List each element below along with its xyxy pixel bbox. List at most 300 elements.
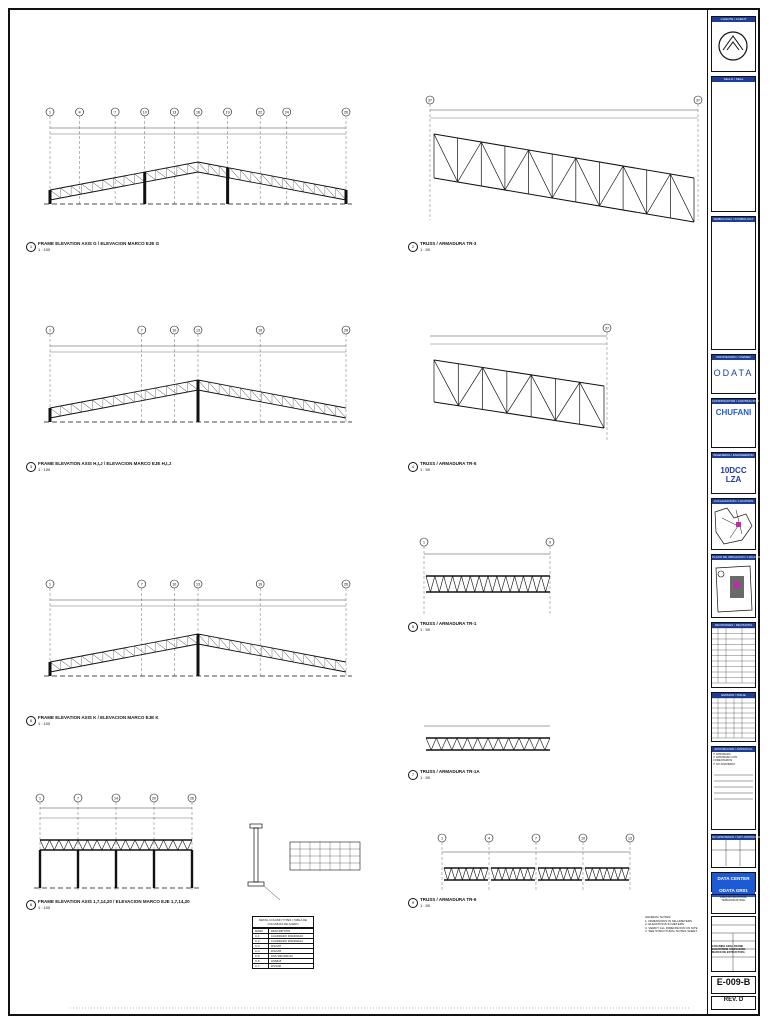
drawing-area bbox=[10, 10, 704, 1014]
truss-diagonal bbox=[45, 840, 50, 850]
truss-diagonal bbox=[479, 576, 483, 592]
truss-diagonal bbox=[545, 738, 550, 750]
truss-diagonal bbox=[466, 868, 470, 880]
web-member bbox=[92, 400, 103, 408]
truss-diagonal bbox=[524, 738, 529, 750]
project-sub-section bbox=[711, 894, 756, 914]
grid-bubble-label: 7 bbox=[140, 328, 143, 333]
web-member bbox=[177, 384, 188, 392]
truss-diagonal bbox=[477, 868, 481, 880]
grid-bubble-label: 1 bbox=[423, 540, 425, 545]
approval-item-comments[interactable]: ☐ APROBADO CON COMENTARIOS bbox=[713, 756, 738, 763]
truss-diagonal bbox=[145, 840, 150, 850]
location-header: LOCALIZACION / LOCATION bbox=[713, 499, 754, 503]
truss-diagonal bbox=[537, 576, 541, 592]
truss-diagonal bbox=[540, 738, 545, 750]
revisions-section bbox=[711, 622, 756, 688]
truss-diagonal bbox=[135, 840, 140, 850]
truss-diagonal bbox=[549, 868, 553, 880]
steel-column bbox=[197, 380, 200, 422]
client-logo-icon bbox=[712, 22, 755, 70]
truss-diagonal bbox=[483, 367, 507, 413]
seal-header: SELLO / SEAL bbox=[712, 77, 755, 82]
truss-diagonal bbox=[580, 382, 604, 428]
truss-diagonal bbox=[183, 840, 188, 850]
truss-diagonal bbox=[589, 868, 593, 880]
drawing-title-5: TRUSS / ARMADURA TR-1 bbox=[420, 621, 477, 626]
project-subtitle: PARQUE INDUSTRIAL TERRAINDUSTRIAL bbox=[720, 896, 747, 903]
symbology-section bbox=[711, 216, 756, 350]
truss-diagonal bbox=[538, 868, 542, 880]
web-member bbox=[145, 172, 156, 180]
web-member bbox=[82, 184, 93, 192]
truss-diagonal bbox=[484, 868, 488, 880]
location-plan-icon bbox=[712, 560, 755, 616]
truss-diagonal bbox=[553, 868, 557, 880]
truss-diagonal bbox=[444, 576, 448, 592]
web-member bbox=[103, 398, 114, 406]
truss-diagonal bbox=[552, 158, 576, 198]
web-member bbox=[71, 658, 82, 666]
approval-section bbox=[711, 746, 756, 830]
steel-column bbox=[77, 850, 79, 888]
web-member bbox=[187, 636, 198, 644]
contractor-header: CONSTRUCTOR / CONTRACTOR bbox=[712, 399, 759, 403]
grid-bubble-label: 10 bbox=[172, 582, 177, 587]
client-header: CLIENTE / CLIENT bbox=[712, 17, 755, 22]
truss-diagonal bbox=[435, 576, 439, 592]
web-member bbox=[92, 654, 103, 662]
steel-column bbox=[115, 850, 117, 888]
drawing-number-6: 6 bbox=[26, 716, 36, 726]
truss-diagonal bbox=[475, 576, 479, 592]
truss-diagonal bbox=[447, 738, 452, 750]
truss-diagonal bbox=[448, 576, 452, 592]
grid-bubble-label: 10 bbox=[142, 110, 147, 115]
grid-bubble-label: 13 bbox=[196, 328, 200, 333]
truss-diagonal bbox=[497, 576, 501, 592]
truss-diagonal bbox=[111, 840, 116, 850]
issue-section bbox=[711, 692, 756, 742]
truss-diagonal bbox=[515, 576, 519, 592]
web-member bbox=[113, 650, 124, 658]
seal-section bbox=[711, 76, 756, 212]
truss-diagonal bbox=[592, 868, 596, 880]
grid-bubble-label: 4 bbox=[488, 836, 490, 841]
steel-column bbox=[191, 850, 193, 888]
column-types-title: DETAIL COLUMN TYPES / TABLA DE COLUMNAS DE ACERO bbox=[252, 916, 314, 928]
project-name: DATA CENTER ODATA GR01 bbox=[712, 873, 755, 897]
approval-item-approved[interactable]: ☐ APROBADO bbox=[713, 753, 731, 756]
column-web bbox=[254, 828, 258, 882]
truss-diagonal bbox=[560, 868, 564, 880]
column-type-cell: W14x90 bbox=[268, 964, 313, 969]
truss-diagonal bbox=[40, 840, 45, 850]
column-type-cell: C-1 bbox=[253, 934, 269, 939]
truss-diagonal bbox=[555, 382, 579, 420]
truss-diagonal bbox=[467, 738, 472, 750]
web-member bbox=[71, 404, 82, 412]
not-approved-table bbox=[712, 840, 755, 866]
grid-bubble-label: 1 bbox=[39, 796, 41, 801]
approval-item-not-approved[interactable]: ☐ NO APROBADO bbox=[713, 762, 736, 766]
truss-diagonal bbox=[173, 840, 178, 850]
grid-bubble-label: 37 bbox=[696, 98, 700, 103]
truss-diagonal bbox=[164, 840, 169, 850]
truss-diagonal bbox=[519, 738, 524, 750]
truss-diagonal bbox=[528, 868, 532, 880]
truss-diagonal bbox=[505, 150, 529, 190]
location-map-icon bbox=[712, 504, 755, 548]
truss-diagonal bbox=[546, 576, 550, 592]
top-chord bbox=[434, 360, 604, 386]
truss-diagonal bbox=[69, 840, 74, 850]
contractor-section bbox=[711, 398, 759, 448]
column-type-row bbox=[253, 964, 314, 969]
drawing-canvas bbox=[10, 10, 704, 1014]
web-member bbox=[61, 406, 72, 414]
grid-bubble-label: 13 bbox=[628, 836, 632, 841]
sheet-title: COLUMNA GRAL FRAME ELEVATIONS / ELEVACION MARCO DE ESTRUCTURA bbox=[712, 945, 746, 955]
grid-bubble-label: 26 bbox=[344, 582, 348, 587]
grid-bubble-label: 9 bbox=[549, 540, 551, 545]
truss-diagonal bbox=[54, 840, 59, 850]
truss-diagonal bbox=[431, 738, 436, 750]
truss-diagonal bbox=[599, 166, 623, 206]
bottom-chord bbox=[434, 402, 604, 428]
revisions-table bbox=[712, 628, 755, 686]
sheet-number-section bbox=[711, 976, 756, 994]
steel-column bbox=[153, 850, 155, 888]
grid-bubble-label: 22 bbox=[258, 110, 263, 115]
truss-diagonal bbox=[462, 868, 466, 880]
grid-bubble-label: 7 bbox=[77, 796, 79, 801]
truss-diagonal bbox=[514, 738, 519, 750]
truss-diagonal bbox=[444, 868, 448, 880]
drawing-scale-1: 1 : 100 bbox=[38, 247, 51, 252]
truss-diagonal bbox=[506, 868, 510, 880]
grid-bubble-label: 1 bbox=[441, 836, 443, 841]
truss-diagonal bbox=[622, 868, 626, 880]
drawing-title-6: FRAME ELEVATION AXIS K / ELEVACION MARCO EJE K bbox=[38, 715, 159, 720]
revision-label: REV. D bbox=[723, 997, 744, 1003]
truss-diagonal bbox=[509, 738, 514, 750]
truss-diagonal bbox=[647, 174, 671, 214]
drawing-scale-8: 1 : 100 bbox=[38, 905, 51, 910]
web-member bbox=[187, 164, 198, 172]
truss-diagonal bbox=[448, 868, 452, 880]
owner-header: PROPIETARIO / OWNER bbox=[712, 355, 755, 360]
truss-diagonal bbox=[506, 576, 510, 592]
truss-diagonal bbox=[493, 738, 498, 750]
steel-column bbox=[49, 408, 52, 422]
title-block bbox=[707, 10, 771, 1014]
truss-diagonal bbox=[159, 840, 164, 850]
grid-bubble-label: 26 bbox=[190, 796, 194, 801]
truss-diagonal bbox=[495, 868, 499, 880]
base-plate bbox=[248, 882, 264, 886]
truss-diagonal bbox=[517, 868, 521, 880]
truss-diagonal bbox=[470, 576, 474, 592]
grid-bubble-label: 20 bbox=[152, 796, 156, 801]
leader-line bbox=[264, 886, 280, 900]
web-member bbox=[166, 168, 177, 176]
truss-diagonal bbox=[453, 576, 457, 592]
web-member bbox=[50, 190, 61, 198]
truss-diagonal bbox=[426, 576, 430, 592]
truss-diagonal bbox=[473, 738, 478, 750]
truss-diagonal bbox=[130, 840, 135, 850]
drawing-title-4: TRUSS / ARMADURA TR-5 bbox=[420, 461, 477, 466]
truss-diagonal bbox=[187, 840, 192, 850]
drawing-scale-6: 1 : 100 bbox=[38, 721, 51, 726]
truss-diagonal bbox=[611, 868, 615, 880]
column-type-cell: CUADRADO 300x300x10 bbox=[268, 934, 313, 939]
drawing-scale-4: 1 : 50 bbox=[420, 467, 431, 472]
column-type-cell: CUADRADO 300x300x12 bbox=[268, 939, 313, 944]
grid-bubble-label: 24 bbox=[284, 110, 289, 115]
truss-diagonal bbox=[510, 576, 514, 592]
grid-bubble-label: 7 bbox=[140, 582, 143, 587]
truss-diagonal bbox=[585, 868, 589, 880]
truss-diagonal bbox=[140, 840, 145, 850]
truss-diagonal bbox=[488, 576, 492, 592]
web-member bbox=[187, 382, 198, 390]
truss-diagonal bbox=[625, 868, 629, 880]
truss-diagonal bbox=[532, 576, 536, 592]
column-type-cell: C-7 bbox=[253, 964, 269, 969]
truss-diagonal bbox=[576, 158, 600, 206]
truss-diagonal bbox=[483, 738, 488, 750]
truss-diagonal bbox=[88, 840, 93, 850]
drawing-number-8: 8 bbox=[26, 900, 36, 910]
project-section bbox=[711, 872, 756, 892]
truss-diagonal bbox=[531, 868, 535, 880]
not-approved-section bbox=[711, 834, 761, 868]
drawing-title-1: FRAME ELEVATION AXIS G / ELEVACION MARCO EJE G bbox=[38, 241, 160, 246]
drawing-title-3: FRAME ELEVATION AXIS H,I,J / ELEVACION MARCO EJE H,I,J bbox=[38, 461, 172, 466]
column-types-table bbox=[252, 916, 314, 969]
web-member bbox=[50, 662, 61, 670]
web-member bbox=[71, 186, 82, 194]
truss-diagonal bbox=[504, 738, 509, 750]
grid-bubble-label: 16 bbox=[196, 110, 200, 115]
truss-diagonal bbox=[83, 840, 88, 850]
truss-diagonal bbox=[149, 840, 154, 850]
grid-bubble-label: 19 bbox=[225, 110, 230, 115]
web-member bbox=[82, 402, 93, 410]
column-type-cell: MARK bbox=[253, 929, 269, 934]
grid-bubble-label: 13 bbox=[172, 110, 177, 115]
column-types-grid bbox=[252, 928, 314, 969]
truss-diagonal bbox=[466, 576, 470, 592]
drawing-title-2: TRUSS / ARMADURA TR-3 bbox=[420, 241, 477, 246]
web-member bbox=[92, 182, 103, 190]
web-member bbox=[177, 166, 188, 174]
web-member bbox=[145, 390, 156, 398]
web-member bbox=[113, 396, 124, 404]
grid-bubble-label: 19 bbox=[258, 328, 263, 333]
web-member bbox=[124, 648, 135, 656]
drawing-number-2: 2 bbox=[408, 242, 418, 252]
truss-diagonal bbox=[513, 868, 517, 880]
truss-diagonal bbox=[451, 868, 455, 880]
web-member bbox=[166, 386, 177, 394]
truss-diagonal bbox=[102, 840, 107, 850]
truss-diagonal bbox=[670, 174, 694, 222]
truss-diagonal bbox=[78, 840, 83, 850]
truss-diagonal bbox=[178, 840, 183, 850]
drawing-number-9: 9 bbox=[408, 898, 418, 908]
grid-bubble-label: 1 bbox=[49, 110, 51, 115]
web-member bbox=[124, 176, 135, 184]
web-member bbox=[145, 644, 156, 652]
drawing-scale-3: 1 : 100 bbox=[38, 467, 51, 472]
not-approved-header: NO APROBADO / NOT APPROVED bbox=[712, 835, 761, 839]
steel-column bbox=[49, 190, 52, 204]
grid-bubble-label: 1 bbox=[49, 582, 51, 587]
truss-diagonal bbox=[461, 576, 465, 592]
truss-diagonal bbox=[50, 840, 55, 850]
column-type-cell: C-2 bbox=[253, 939, 269, 944]
truss-diagonal bbox=[623, 166, 647, 214]
truss-diagonal bbox=[59, 840, 64, 850]
owner-section bbox=[711, 354, 756, 394]
truss-diagonal bbox=[545, 868, 549, 880]
approval-list bbox=[712, 752, 755, 767]
truss-diagonal bbox=[473, 868, 477, 880]
engineering-header: INGENIERIA / ENGINEERING bbox=[713, 453, 754, 457]
truss-diagonal bbox=[488, 738, 493, 750]
drawing-scale-9: 1 : 50 bbox=[420, 903, 431, 908]
issue-table bbox=[712, 698, 755, 740]
sheet-number: E-009-B bbox=[716, 977, 751, 987]
truss-diagonal bbox=[430, 576, 434, 592]
truss-diagonal bbox=[154, 840, 159, 850]
truss-diagonal bbox=[596, 868, 600, 880]
web-member bbox=[166, 640, 177, 648]
steel-column bbox=[49, 662, 52, 676]
truss-diagonal bbox=[458, 142, 482, 182]
drawing-scale-7: 1 : 50 bbox=[420, 775, 431, 780]
web-member bbox=[156, 388, 167, 396]
truss-diagonal bbox=[97, 840, 102, 850]
truss-diagonal bbox=[73, 840, 78, 850]
drawing-number-4: 4 bbox=[408, 462, 418, 472]
symbology-header: SIMBOLOGIA / SYMBOLOGY bbox=[713, 217, 754, 221]
truss-diagonal bbox=[434, 134, 458, 182]
truss-diagonal bbox=[571, 868, 575, 880]
truss-diagonal bbox=[603, 868, 607, 880]
truss-diagonal bbox=[64, 840, 69, 850]
grid-bubble-label: 26 bbox=[344, 328, 348, 333]
engineering-section bbox=[711, 452, 756, 494]
truss-diagonal bbox=[618, 868, 622, 880]
web-member bbox=[103, 180, 114, 188]
column-type-cell: HSS 300x300x10 bbox=[268, 954, 313, 959]
owner-logo: ODATA bbox=[713, 368, 754, 378]
truss-diagonal bbox=[452, 738, 457, 750]
drawing-number-1: 1 bbox=[26, 242, 36, 252]
truss-diagonal bbox=[458, 367, 482, 405]
truss-diagonal bbox=[92, 840, 97, 850]
grid-bubble-label: 26 bbox=[344, 110, 348, 115]
truss-diagonal bbox=[462, 738, 467, 750]
truss-diagonal bbox=[442, 738, 447, 750]
web-member bbox=[124, 394, 135, 402]
drawing-title-8: FRAME ELEVATION AXIS 1,7,14,20 / ELEVACION MARCO EJE 1,7,14,20 bbox=[38, 899, 190, 904]
web-member bbox=[135, 646, 146, 654]
truss-diagonal bbox=[502, 868, 506, 880]
truss-diagonal bbox=[519, 576, 523, 592]
truss-diagonal bbox=[529, 150, 553, 198]
truss-diagonal bbox=[481, 142, 505, 190]
steel-column bbox=[226, 168, 229, 204]
column-type-cell: C-5 bbox=[253, 954, 269, 959]
grid-bubble-label: 14 bbox=[114, 796, 118, 801]
general-notes: GENERAL NOTES: 1. DIMENSIONS IN MILLIMETERS 2. ELEVATIONS IN METERS 3. VERIFY ALL DIMENSIONS ON SITE 4. SEE STRUCTURAL NOTES SHEET bbox=[645, 915, 698, 934]
truss-diagonal bbox=[457, 738, 462, 750]
truss-diagonal bbox=[478, 738, 483, 750]
truss-diagonal bbox=[507, 375, 531, 413]
truss-diagonal bbox=[481, 868, 485, 880]
truss-diagonal bbox=[556, 868, 560, 880]
truss-diagonal bbox=[567, 868, 571, 880]
truss-diagonal bbox=[524, 868, 528, 880]
truss-diagonal bbox=[607, 868, 611, 880]
drawing-title-7: TRUSS / ARMADURA TR-1A bbox=[420, 769, 480, 774]
truss-diagonal bbox=[491, 868, 495, 880]
approval-lines bbox=[712, 767, 755, 811]
truss-diagonal bbox=[434, 360, 458, 406]
truss-diagonal bbox=[439, 576, 443, 592]
column-flange bbox=[250, 824, 262, 828]
truss-diagonal bbox=[116, 840, 121, 850]
column-type-cell: HSS8x8 bbox=[268, 959, 313, 964]
truss-diagonal bbox=[470, 868, 474, 880]
drawing-number-3: 3 bbox=[26, 462, 36, 472]
steel-column bbox=[39, 850, 41, 888]
drawing-sheet bbox=[8, 8, 771, 1016]
web-member bbox=[156, 642, 167, 650]
engineering-logo: 10DCC LZA bbox=[720, 466, 747, 484]
contractor-logo: CHUFANI bbox=[715, 408, 752, 417]
truss-diagonal bbox=[542, 868, 546, 880]
steel-column bbox=[345, 190, 348, 204]
grid-bubble-label: 7 bbox=[535, 836, 537, 841]
truss-diagonal bbox=[564, 868, 568, 880]
client-section bbox=[711, 16, 756, 72]
truss-diagonal bbox=[541, 576, 545, 592]
truss-diagonal bbox=[535, 738, 540, 750]
column-type-cell: C-4 bbox=[253, 949, 269, 954]
web-member bbox=[61, 188, 72, 196]
drawing-title-9: TRUSS / ARMADURA TR-6 bbox=[420, 897, 477, 902]
grid-bubble-label: 1 bbox=[49, 328, 51, 333]
truss-diagonal bbox=[614, 868, 618, 880]
web-member bbox=[177, 638, 188, 646]
truss-diagonal bbox=[492, 576, 496, 592]
grid-bubble-label: 13 bbox=[196, 582, 200, 587]
truss-diagonal bbox=[600, 868, 604, 880]
column-type-cell: C-6 bbox=[253, 959, 269, 964]
truss-diagonal bbox=[578, 868, 582, 880]
drawing-number-5: 5 bbox=[408, 622, 418, 632]
truss-diagonal bbox=[426, 738, 431, 750]
truss-diagonal bbox=[523, 576, 527, 592]
truss-diagonal bbox=[575, 868, 579, 880]
column-type-cell: W12x65 bbox=[268, 949, 313, 954]
